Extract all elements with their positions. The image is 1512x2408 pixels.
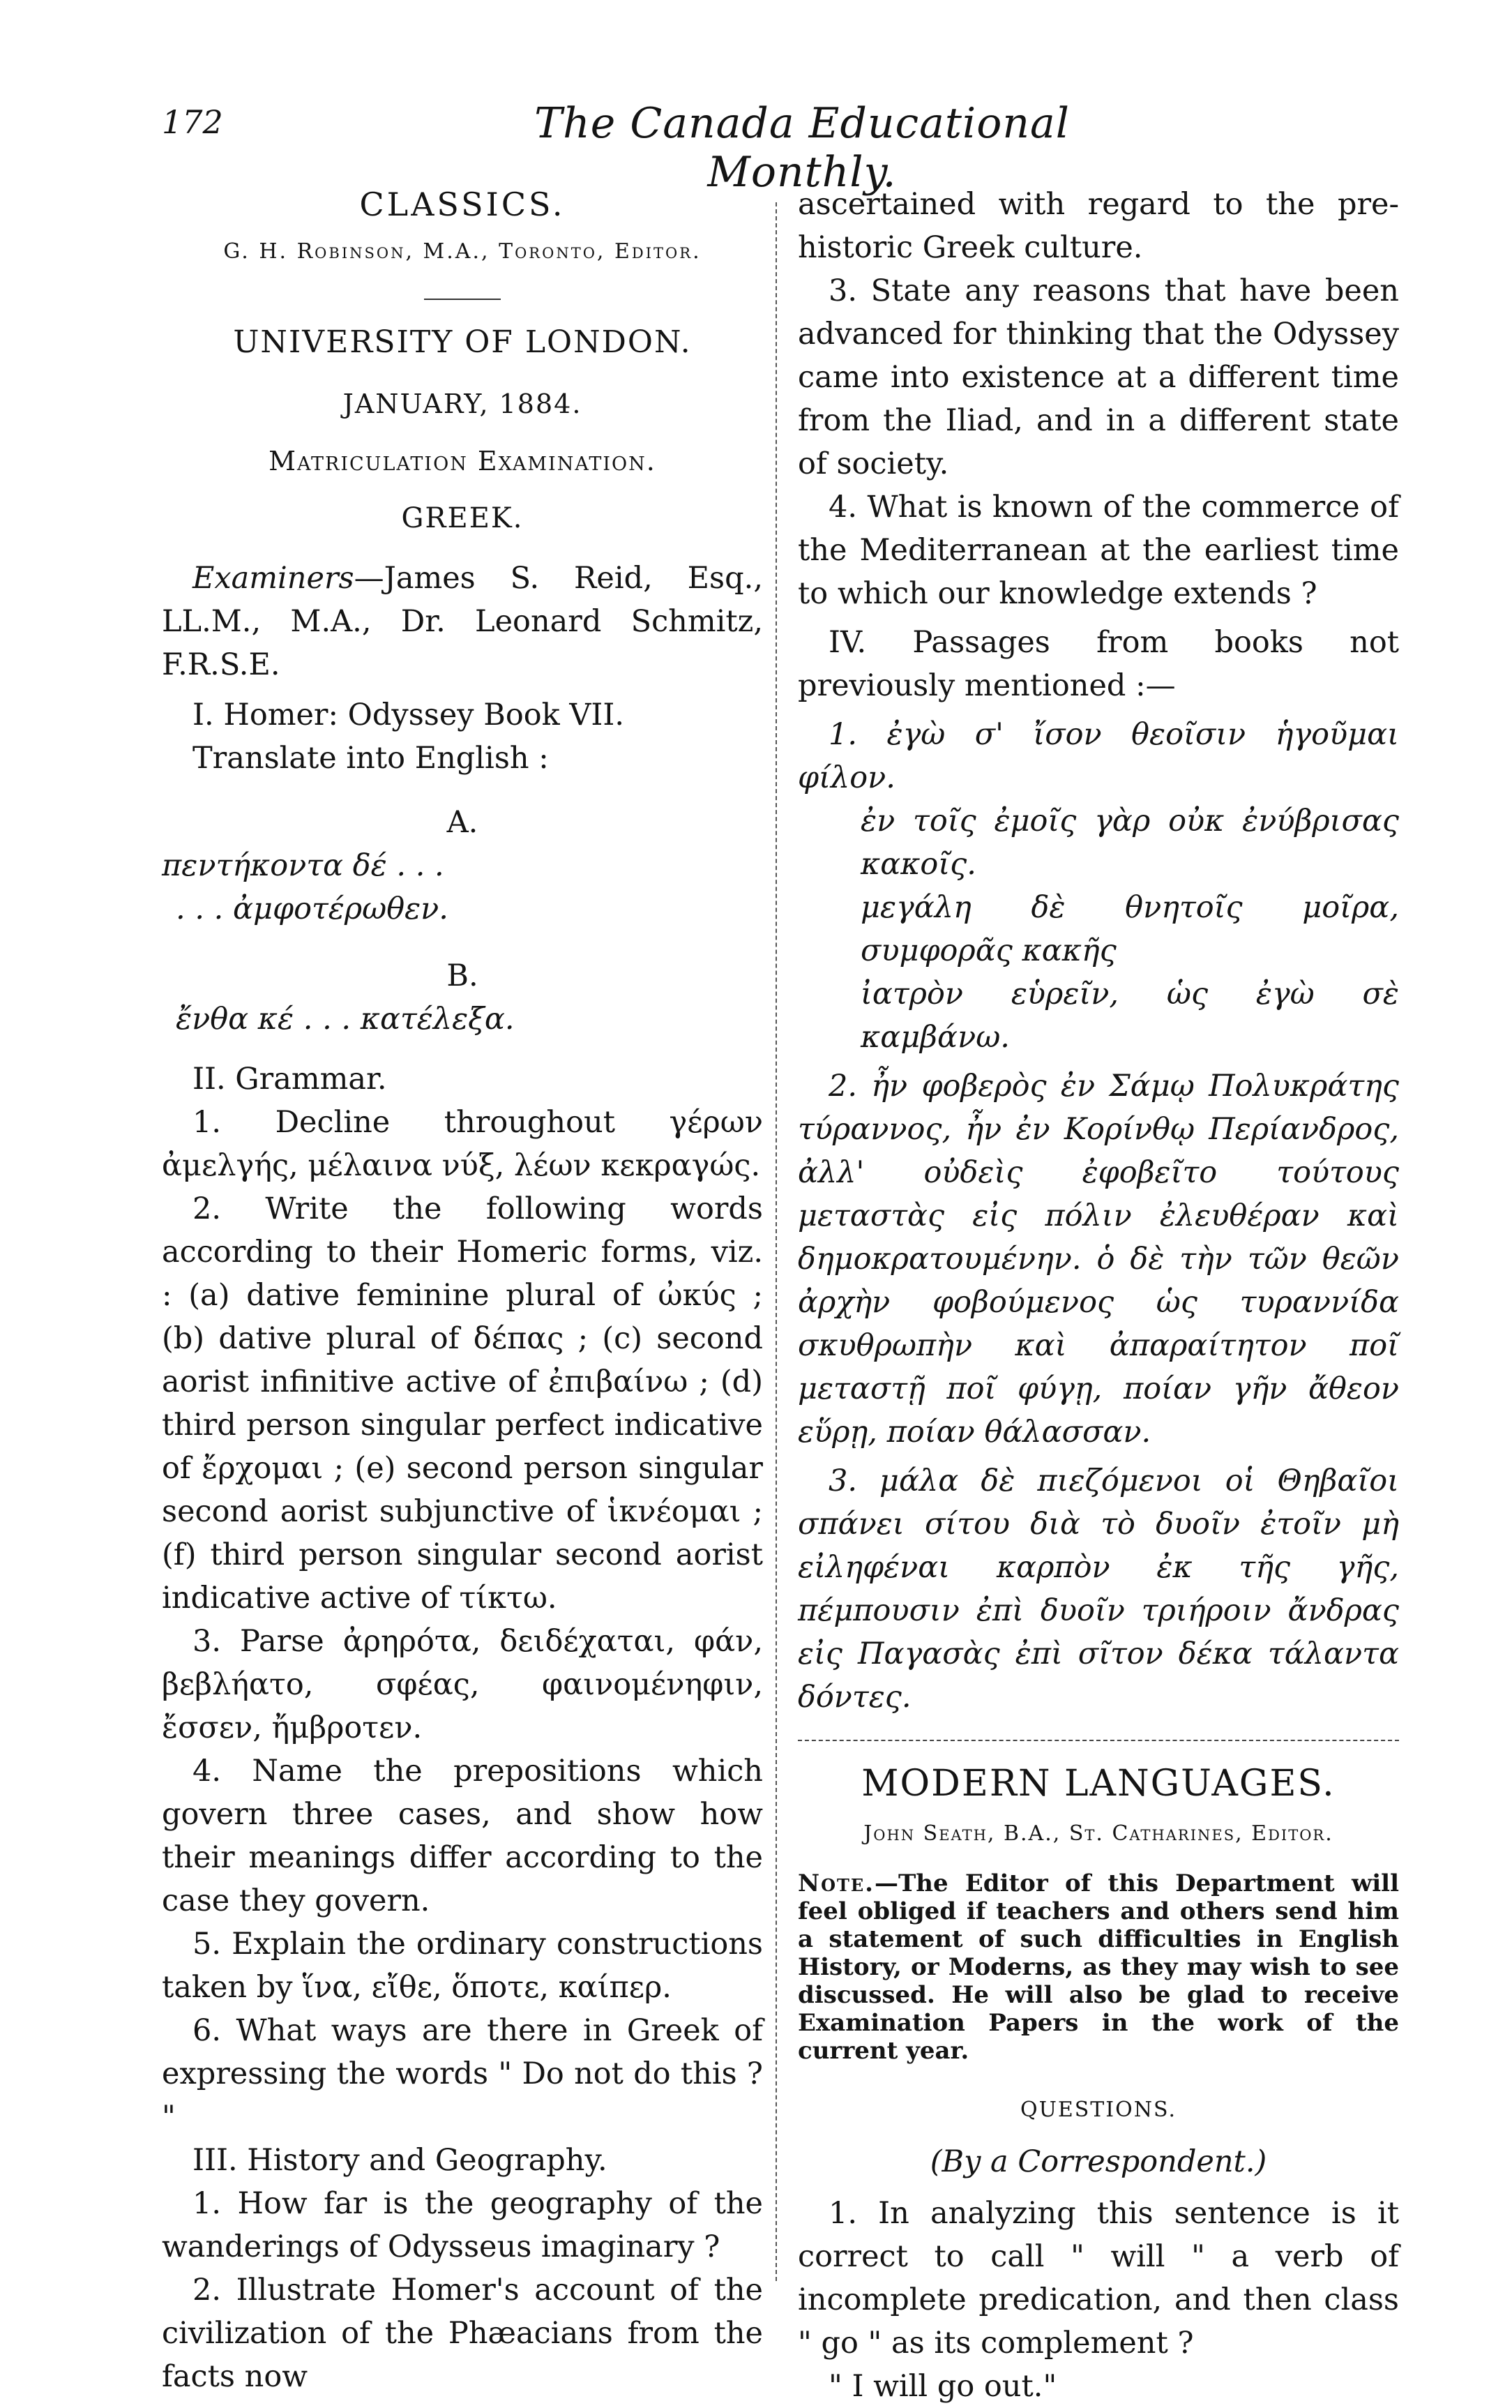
history-question-1: 1. How far is the geography of the wanderings of Odysseus imaginary ? — [162, 2186, 763, 2264]
grammar-question-2: 2. Write the following words according to their Homeric forms, viz. : (a) dative feminine plural of ὠκύς ; (b) dative plural of δέπας ; (c) second aorist infinitive active of ἐπιβαίνω ; (d) third person singular perfect indicative of ἔρχομαι ; (e) second person singular second aorist subjunctive of ἱκνέομαι ; (f) third person singular second aorist indicative active of τίκτω. — [162, 1191, 763, 1616]
history-question-4: 4. What is known of the commerce of the Mediterranean at the earliest time to which our knowledge extends ? — [798, 490, 1399, 611]
examiners-label: Examiners — [192, 561, 354, 596]
editor-note — [798, 1869, 1399, 2065]
grammar-heading: II. Grammar. — [192, 1062, 387, 1097]
note-text: —The Editor of this Department will feel obliged if teachers and others send him a statement of such difficulties in English History, or Moderns, as they may wish to see discussed. He will also be glad to receive Examination Papers in the work of the current year. — [798, 1869, 1399, 2065]
right-column — [798, 183, 1399, 2408]
university-heading: UNIVERSITY OF LONDON. — [233, 324, 692, 360]
section-rule — [798, 1740, 1399, 1741]
running-title: The Canada Educational Monthly. — [534, 99, 1070, 197]
grammar-question-3: 3. Parse ἀρηρότα, δειδέχαται, φάν, βεβλήατο, σφέας, φαινομένηφιν, ἔσσεν, ἤμβροτεν. — [162, 1624, 763, 1745]
passage-1-line-2: ἐν τοῖς ἐμοῖς γὰρ οὐκ ἐνύβρισας κακοῖς. — [861, 804, 1399, 882]
homer-line: I. Homer: Odyssey Book VII. — [192, 698, 625, 732]
passage-3: 3. μάλα δὲ πιεζόμενοι οἱ Θηβαῖοι σπάνει σίτου διὰ τὸ δυοῖν ἐτοῖν μὴ εἰληφέναι καρπὸν ἐκ τῆς γῆς, πέμπουσιν ἐπὶ δυοῖν τριήροιν ἄνδρας εἰς Παγασὰς ἐπὶ σῖτον δέκα τάλαντα δόντες. — [798, 1463, 1399, 1715]
passage-b-line: ἔνθα κέ . . . κατέλεξα. — [176, 1002, 515, 1037]
by-correspondent: (By a Correspondent.) — [930, 2144, 1267, 2179]
section-heading-classics: CLASSICS. — [359, 186, 566, 223]
examiners-names: —James S. Reid, Esq., LL.M., M.A., Dr. Leonard Schmitz, F.R.S.E. — [162, 561, 763, 682]
grammar-question-5: 5. Explain the ordinary constructions taken by ἵνα, εἴθε, ὅποτε, καίπερ. — [162, 1927, 763, 2005]
classics-editor-line: G. H. Robinson, M.A., Toronto, Editor. — [223, 239, 702, 264]
grammar-question-1: 1. Decline throughout γέρων ἀμελγής, μέλαινα νύξ, λέων κεκραγώς. — [162, 1105, 763, 1183]
history-heading: III. History and Geography. — [192, 2143, 607, 2178]
modern-languages-heading: MODERN LANGUAGES. — [861, 1763, 1336, 1805]
note-label: Note. — [798, 1869, 875, 1897]
history-question-2-continued: ascertained with regard to the pre-historic Greek culture. — [798, 187, 1399, 265]
questions-heading: QUESTIONS. — [1020, 2098, 1177, 2122]
passage-a-line-2: . . . ἀμφοτέρωθεν. — [176, 891, 448, 926]
left-column — [162, 183, 763, 2398]
passage-1-line-3: μεγάλη δὲ θνητοῖς μοῖρα, συμφορᾶς κακῆς — [861, 890, 1399, 968]
short-rule — [424, 299, 501, 300]
column-divider — [776, 202, 777, 2281]
passage-2: 2. ἦν φοβερὸς ἐν Σάμῳ Πολυκράτης τύραννος, ἦν ἐν Κορίνθῳ Περίανδρος, ἀλλ' οὐδεὶς ἐφοβεῖτο τούτους μεταστὰς εἰς πόλιν ἐλευθέραν καὶ δημοκρατουμένην. ὁ δὲ τὴν τῶν θεῶν ἀρχὴν φοβούμενος ὡς τυραννίδα σκυθρωπὴν καὶ ἀπαραίτητον ποῖ μεταστῇ ποῖ φύγῃ, ποίαν γῆν ἄθεον εὕρῃ, ποίαν θάλασσαν. — [798, 1069, 1399, 1450]
correspondent-question-1: 1. In analyzing this sentence is it correct to call " will " a verb of incomplete predication, and then class " go " as its complement ? — [798, 2196, 1399, 2361]
examiners-line — [162, 557, 763, 686]
history-question-3: 3. State any reasons that have been advanced for thinking that the Odyssey came into existence at a different time from the Iliad, and in a different state of society. — [798, 273, 1399, 481]
passage-1-line-1: 1. ἐγὼ σ' ἴσον θεοῖσιν ἡγοῦμαι φίλον. — [798, 717, 1399, 795]
translate-instruction: Translate into English : — [192, 741, 549, 776]
passage-b-label: B. — [446, 958, 478, 993]
correspondent-quote: " I will go out." — [829, 2369, 1057, 2404]
passage-a-line-1: πεντήκοντα δέ . . . — [162, 848, 444, 883]
exam-date: JANUARY, 1884. — [342, 389, 582, 419]
grammar-question-4: 4. Name the prepositions which govern three cases, and show how their meanings differ according to the case they govern. — [162, 1754, 763, 1918]
exam-title: Matriculation Examination. — [269, 446, 656, 476]
passage-a-label: A. — [446, 805, 478, 840]
history-question-2: 2. Illustrate Homer's account of the civilization of the Phæacians from the facts now — [162, 2273, 763, 2394]
passage-1-line-4: ἰατρὸν εὑρεῖν, ὡς ἐγὼ σὲ καμβάνω. — [861, 977, 1399, 1055]
grammar-question-6: 6. What ways are there in Greek of expressing the words " Do not do this ? " — [162, 2013, 763, 2135]
page-number: 172 — [162, 103, 223, 141]
subject-heading: GREEK. — [401, 502, 524, 534]
modern-languages-editor: John Seath, B.A., St. Catharines, Editor. — [863, 1821, 1333, 1846]
passages-heading: IV. Passages from books not previously mentioned :— — [798, 625, 1399, 703]
